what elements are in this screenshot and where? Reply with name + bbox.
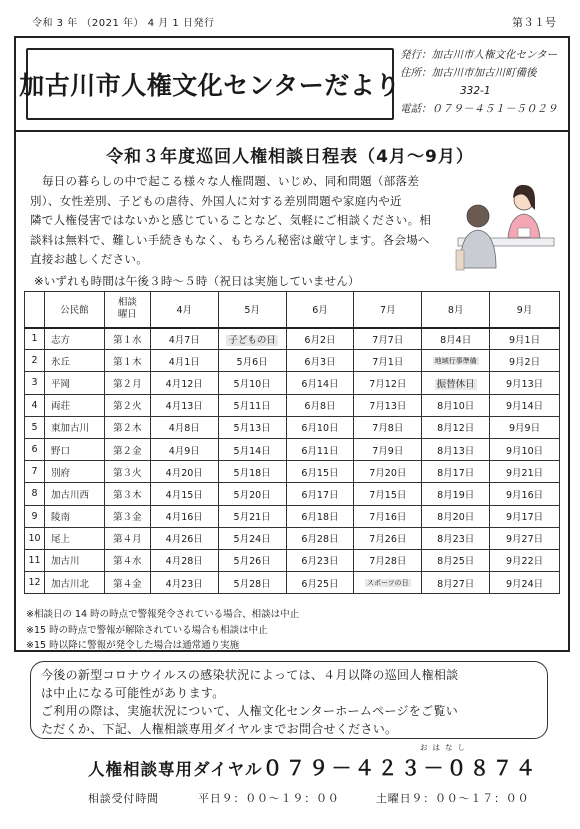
june-cell-text: 6月28日	[301, 534, 339, 546]
july-cell-text: 7月15日	[369, 489, 407, 501]
hours-label: 相談受付時間	[88, 792, 159, 805]
consult-day-cell-text: 第３木	[113, 489, 142, 501]
row-number-cell-text: 2	[31, 355, 38, 367]
may-cell	[218, 483, 286, 505]
hall-name-cell-text: 陵南	[50, 512, 70, 524]
consult-day-cell	[104, 505, 150, 527]
april-cell-text: 4月12日	[165, 378, 203, 390]
september-cell-text: 9月10日	[505, 445, 544, 457]
row-number-cell-text: 4	[31, 399, 38, 411]
june-cell-text: 6月11日	[301, 445, 339, 457]
header-cell-day	[104, 292, 150, 328]
consult-day-cell	[104, 549, 150, 571]
header-cell-jul: 7月	[354, 292, 422, 328]
footnote: ※15 時以降に警報が発令した場合は通常通り実施	[26, 640, 240, 651]
september-cell	[490, 483, 560, 505]
june-cell-text: 6月23日	[301, 556, 339, 568]
publisher-line: 発行：加古川市人権文化センター	[400, 49, 558, 61]
hall-name-cell	[44, 572, 104, 594]
april-cell	[150, 416, 218, 438]
june-cell-text: 6月10日	[301, 423, 339, 435]
consult-day-cell	[104, 328, 150, 350]
september-cell-text: 9月21日	[505, 467, 544, 479]
august-cell-text: 8月23日	[437, 534, 475, 546]
hall-name-cell	[44, 505, 104, 527]
consult-day-cell-text: 第２木	[113, 423, 142, 435]
august-cell-text: 8月27日	[437, 578, 475, 590]
april-cell	[150, 372, 218, 394]
july-cell-text: 7月28日	[369, 556, 407, 568]
row-number-cell	[25, 394, 45, 416]
consult-day-cell-text: 第１水	[113, 334, 142, 346]
hall-name-cell-text: 氷丘	[50, 356, 70, 368]
august-cell	[422, 394, 490, 416]
may-cell-text: 子どもの日	[228, 334, 276, 346]
june-cell-text: 6月8日	[304, 401, 336, 413]
row-number-cell	[25, 416, 45, 438]
june-cell-text: 6月18日	[301, 512, 339, 524]
covid-notice-line: ご利用の際は、実施状況について、人権文化センターホームページをご覧い	[41, 704, 459, 718]
consult-day-cell-text: 第２金	[113, 445, 142, 457]
header-cell-sep: 9月	[490, 292, 560, 328]
may-cell-text: 5月21日	[233, 512, 271, 524]
april-cell-text: 4月16日	[165, 512, 203, 524]
consultation-dial	[88, 752, 539, 781]
publisher-info	[400, 46, 566, 118]
august-cell	[422, 328, 490, 350]
hall-name-cell	[44, 394, 104, 416]
may-cell	[218, 328, 286, 350]
september-cell-text: 9月22日	[505, 556, 544, 568]
september-cell-text: 9月24日	[505, 578, 544, 590]
table-row	[25, 350, 560, 372]
september-cell	[490, 572, 560, 594]
row-number-cell-text: 11	[28, 554, 41, 566]
row-number-cell-text: 12	[28, 577, 41, 589]
august-cell	[422, 350, 490, 372]
hall-name-cell-text: 野口	[50, 445, 70, 457]
august-cell-text: 8月12日	[437, 423, 475, 435]
april-cell-text: 4月20日	[165, 467, 203, 479]
may-cell	[218, 527, 286, 549]
header-box	[14, 36, 570, 132]
issue-number: 第３１号	[512, 16, 556, 29]
august-cell	[422, 572, 490, 594]
hall-name-cell-text: 両荘	[50, 401, 70, 413]
table-row	[25, 549, 560, 571]
may-cell-text: 5月24日	[233, 534, 271, 546]
row-number-cell	[25, 438, 45, 460]
hall-name-cell	[44, 372, 104, 394]
april-cell	[150, 350, 218, 372]
august-cell-text: 8月19日	[437, 489, 475, 501]
row-number-cell-text: 1	[31, 333, 38, 345]
intro-line: 隣で人権侵害ではないかと感じていることなど、気軽にご相談ください。相	[30, 213, 432, 228]
intro-line: 別）、女性差別、子どもの虐待、外国人に対する差別問題や家庭内や近	[30, 193, 402, 208]
april-cell	[150, 461, 218, 483]
covid-notice-box	[30, 661, 548, 739]
july-cell	[354, 527, 422, 549]
row-number-cell-text: 7	[31, 466, 38, 478]
august-cell-text: 8月17日	[437, 467, 475, 479]
table-row	[25, 416, 560, 438]
table-row	[25, 572, 560, 594]
july-cell-text: 7月26日	[369, 534, 407, 546]
footnotes	[26, 607, 299, 654]
table-body	[25, 328, 560, 594]
june-cell	[286, 505, 354, 527]
april-cell	[150, 483, 218, 505]
address-line: 住所：加古川市加古川町備後	[400, 67, 537, 79]
september-cell-text: 9月16日	[505, 489, 544, 501]
may-cell	[218, 438, 286, 460]
april-cell-text: 4月23日	[165, 578, 203, 590]
header-cell-hall: 公民館	[44, 292, 104, 328]
april-cell-text: 4月1日	[168, 356, 200, 368]
july-cell	[354, 416, 422, 438]
may-cell	[218, 372, 286, 394]
hall-name-cell-text: 加古川北	[50, 578, 89, 590]
consult-day-cell	[104, 416, 150, 438]
july-cell	[354, 438, 422, 460]
consult-day-cell	[104, 527, 150, 549]
issue-date: 令和 3 年 （2021 年） 4 月 1 日発行	[32, 18, 215, 29]
may-cell	[218, 461, 286, 483]
hall-name-cell-text: 志方	[50, 334, 70, 346]
hall-name-cell-text: 加古川	[50, 556, 80, 568]
table-row	[25, 328, 560, 350]
row-number-cell-text: 5	[31, 421, 38, 433]
person-left-body	[460, 230, 496, 268]
hall-name-cell	[44, 350, 104, 372]
intro-text	[30, 172, 450, 270]
consult-day-cell	[104, 350, 150, 372]
row-number-cell-text: 8	[31, 488, 38, 500]
may-cell-text: 5月13日	[233, 423, 271, 435]
header-cell-aug: 8月	[422, 292, 490, 328]
april-cell	[150, 572, 218, 594]
hall-name-cell-text: 加古川西	[50, 489, 89, 501]
hall-name-cell	[44, 328, 104, 350]
may-cell-text: 5月18日	[233, 467, 271, 479]
person-left-head	[467, 205, 489, 227]
july-cell	[354, 461, 422, 483]
june-cell-text: 6月17日	[301, 489, 339, 501]
september-cell-text: 9月13日	[505, 378, 544, 390]
august-cell	[422, 461, 490, 483]
may-cell-text: 5月11日	[233, 401, 271, 413]
time-note: ※いずれも時間は午後３時～５時（祝日は実施していません）	[34, 274, 360, 288]
april-cell-text: 4月8日	[168, 423, 200, 435]
may-cell-text: 5月20日	[233, 489, 271, 501]
hours-weekend: 土曜日９：００～１７：００	[376, 792, 530, 805]
april-cell-text: 4月13日	[165, 401, 203, 413]
table-row	[25, 372, 560, 394]
april-cell-text: 4月15日	[165, 489, 203, 501]
may-cell	[218, 549, 286, 571]
april-cell-text: 4月28日	[165, 556, 203, 568]
row-number-cell-text: 6	[31, 444, 38, 456]
august-cell	[422, 416, 490, 438]
september-cell-text: 9月2日	[509, 356, 541, 368]
september-cell-text: 9月9日	[509, 423, 541, 435]
hall-name-cell	[44, 483, 104, 505]
june-cell-text: 6月15日	[301, 467, 339, 479]
hall-name-cell	[44, 438, 104, 460]
june-cell	[286, 527, 354, 549]
row-number-cell	[25, 372, 45, 394]
header-cell-apr: 4月	[150, 292, 218, 328]
consult-day-cell	[104, 572, 150, 594]
table-row	[25, 394, 560, 416]
april-cell	[150, 505, 218, 527]
august-cell	[422, 549, 490, 571]
july-cell	[354, 505, 422, 527]
may-cell-text: 5月10日	[233, 378, 271, 390]
september-cell-text: 9月27日	[505, 534, 544, 546]
august-cell-text: 振替休日	[436, 378, 475, 390]
consult-day-cell-text: 第４水	[113, 556, 142, 568]
july-cell	[354, 549, 422, 571]
september-cell	[490, 461, 560, 483]
header-cell-no	[25, 292, 45, 328]
consult-day-cell-text: 第３金	[113, 512, 142, 524]
august-cell	[422, 438, 490, 460]
newsletter-title-box	[19, 48, 401, 120]
july-cell	[354, 572, 422, 594]
consult-day-cell	[104, 394, 150, 416]
september-cell	[490, 394, 560, 416]
row-number-cell	[25, 483, 45, 505]
hall-name-cell-text: 尾上	[50, 534, 70, 546]
june-cell	[286, 483, 354, 505]
address-line-2: 332-1	[460, 85, 491, 97]
june-cell-text: 6月25日	[301, 578, 339, 590]
header-cell-may: 5月	[218, 292, 286, 328]
september-cell	[490, 549, 560, 571]
hall-name-cell	[44, 461, 104, 483]
row-number-cell-text: 10	[28, 532, 41, 544]
august-cell	[422, 372, 490, 394]
may-cell-text: 5月26日	[233, 556, 271, 568]
table-row	[25, 461, 560, 483]
table-row	[25, 527, 560, 549]
june-cell	[286, 549, 354, 571]
may-cell-text: 5月28日	[233, 578, 271, 590]
table-row	[25, 483, 560, 505]
august-cell	[422, 527, 490, 549]
june-cell	[286, 572, 354, 594]
phone-line: 電話：０７９－４５１－５０２９	[400, 103, 558, 115]
table-row	[25, 505, 560, 527]
row-number-cell	[25, 549, 45, 571]
newsletter-title: 加古川市人権文化センターだより	[19, 71, 401, 100]
may-cell-text: 5月14日	[233, 445, 271, 457]
september-cell	[490, 372, 560, 394]
july-cell-text: 7月7日	[372, 334, 404, 346]
covid-notice-line: 今後の新型コロナウイルスの感染状況によっては、４月以降の巡回人権相談	[41, 668, 459, 682]
june-cell	[286, 461, 354, 483]
april-cell-text: 4月26日	[165, 534, 203, 546]
june-cell	[286, 416, 354, 438]
footnote: ※相談日の 14 時の時点で警報発令されている場合、相談は中止	[26, 609, 300, 620]
hall-name-cell	[44, 549, 104, 571]
april-cell	[150, 527, 218, 549]
hall-name-cell	[44, 527, 104, 549]
consult-day-cell-text: 第２火	[113, 401, 142, 413]
august-cell	[422, 483, 490, 505]
august-cell-text: 8月20日	[437, 512, 475, 524]
june-cell-text: 6月3日	[304, 356, 336, 368]
june-cell	[286, 350, 354, 372]
table-row	[25, 438, 560, 460]
schedule-table	[24, 291, 560, 594]
hours-weekday: 平日９：００～１９：００	[198, 792, 340, 805]
consult-day-cell-text: 第４月	[113, 534, 142, 546]
row-number-cell-text: 3	[31, 377, 38, 389]
july-cell-text: 7月16日	[369, 512, 407, 524]
july-cell	[354, 483, 422, 505]
july-cell	[354, 328, 422, 350]
may-cell	[218, 505, 286, 527]
august-cell-text: 地域行事準備	[434, 357, 477, 366]
row-number-cell-text: 9	[31, 510, 38, 522]
june-cell-text: 6月2日	[304, 334, 336, 346]
schedule-title: 令和３年度巡回人権相談日程表（4月～9月）	[106, 147, 474, 167]
hall-name-cell-text: 平岡	[50, 378, 70, 390]
row-number-cell	[25, 572, 45, 594]
covid-notice-line: は中止になる可能性があります。	[41, 686, 225, 700]
row-number-cell	[25, 328, 45, 350]
intro-line: 毎日の暮らしの中で起こる様々な人権問題、いじめ、同和問題（部落差	[42, 174, 420, 188]
covid-notice-line: ただくか、下記、人権相談専用ダイヤルまでお問合せください。	[41, 722, 398, 736]
september-cell	[490, 416, 560, 438]
intro-line: 直接お越しください。	[30, 252, 148, 267]
july-cell-text: スポーツの日	[366, 579, 409, 588]
document-shape	[518, 228, 530, 237]
reception-hours	[88, 790, 529, 806]
row-number-cell	[25, 350, 45, 372]
consult-day-cell	[104, 372, 150, 394]
july-cell-text: 7月1日	[372, 356, 404, 368]
intro-line: 談料は無料で、難しい手続きもなく、もちろん秘密は厳守します。各会場へ	[30, 232, 430, 247]
september-cell	[490, 350, 560, 372]
september-cell	[490, 328, 560, 350]
table-header-row	[25, 292, 560, 328]
may-cell	[218, 416, 286, 438]
september-cell-text: 9月14日	[505, 401, 544, 413]
row-number-cell	[25, 461, 45, 483]
april-cell	[150, 328, 218, 350]
consult-day-cell	[104, 438, 150, 460]
consultation-illustration	[452, 176, 560, 272]
consult-day-cell	[104, 483, 150, 505]
april-cell	[150, 549, 218, 571]
dial-number: ０７９－４２３－０８７４	[262, 756, 539, 780]
june-cell	[286, 394, 354, 416]
august-cell-text: 8月13日	[437, 445, 475, 457]
july-cell-text: 7月13日	[369, 401, 407, 413]
dial-label: 人権相談専用ダイヤル	[88, 760, 263, 779]
september-cell	[490, 438, 560, 460]
hall-name-cell-text: 別府	[50, 467, 70, 479]
september-cell	[490, 505, 560, 527]
may-cell	[218, 572, 286, 594]
july-cell-text: 7月8日	[372, 423, 404, 435]
header-cell-jun: 6月	[286, 292, 354, 328]
august-cell-text: 8月4日	[440, 334, 472, 346]
consult-day-cell-text: 第４金	[113, 578, 142, 590]
july-cell-text: 7月9日	[372, 445, 404, 457]
may-cell	[218, 394, 286, 416]
september-cell-text: 9月17日	[505, 512, 544, 524]
july-cell-text: 7月12日	[369, 378, 407, 390]
september-cell-text: 9月1日	[509, 334, 541, 346]
chair-shape	[456, 250, 464, 270]
may-cell-text: 5月6日	[236, 356, 268, 368]
footnote: ※15 時の時点で警報が解除されている場合も相談は中止	[26, 624, 268, 636]
header-day-label: 相談曜日	[117, 297, 137, 321]
august-cell-text: 8月10日	[437, 401, 475, 413]
april-cell-text: 4月9日	[168, 445, 200, 457]
row-number-cell	[25, 527, 45, 549]
august-cell-text: 8月25日	[437, 556, 475, 568]
dial-ruby: おはなし	[420, 743, 470, 752]
june-cell	[286, 328, 354, 350]
row-number-cell	[25, 505, 45, 527]
july-cell	[354, 394, 422, 416]
july-cell	[354, 350, 422, 372]
hall-name-cell	[44, 416, 104, 438]
june-cell	[286, 438, 354, 460]
april-cell	[150, 438, 218, 460]
april-cell	[150, 394, 218, 416]
june-cell-text: 6月14日	[301, 378, 339, 390]
may-cell	[218, 350, 286, 372]
april-cell-text: 4月7日	[168, 334, 200, 346]
consult-day-cell-text: 第２月	[113, 378, 142, 390]
july-cell-text: 7月20日	[369, 467, 407, 479]
june-cell	[286, 372, 354, 394]
consult-day-cell-text: 第３火	[113, 467, 142, 479]
consult-day-cell	[104, 461, 150, 483]
hall-name-cell-text: 東加古川	[50, 423, 89, 435]
september-cell	[490, 527, 560, 549]
july-cell	[354, 372, 422, 394]
consult-day-cell-text: 第１木	[113, 356, 142, 368]
august-cell	[422, 505, 490, 527]
